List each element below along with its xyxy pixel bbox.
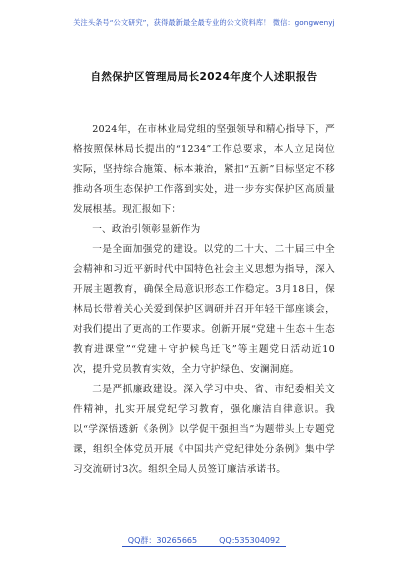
footer-contact (0, 535, 408, 546)
intro-paragraph: 2024年，在市林业局党组的坚强领导和精心指导下，严格按照保林局长提出的“1234”工作总要求，本人立足岗位实际，坚持综合施策、标本兼治，紧扣“五新”目标坚定不移推动各项生态保护工作落到实处，进一步夯实保护区高质量发展根基。现汇报如下： (73, 124, 335, 215)
section-heading: 一、政治引领彰显新作为 (92, 224, 201, 235)
header-banner: 关注头条号“公文研究”，获得最新最全最专业的公文资料库！ 微信：gongwenyj (73, 18, 335, 27)
qq-number-text: QQ:535304092 (219, 536, 281, 545)
document-title: 自然保护区管理局局长2024年度个人述职报告 (90, 71, 318, 83)
qq-group-text: QQ群：30265665 (127, 536, 198, 545)
document-body (73, 120, 335, 480)
footer-underline (122, 546, 286, 547)
paragraph-integrity: 二是严抓廉政建设。深入学习中央、省、市纪委相关文件精神，扎实开展党纪学习教育，强化廉洁自律意识。我以“学深悟透新《条例》以学促干强担当”为题带头上专题党课，组织全体党员开展《中国共产党纪律处分条例》集中学习交流研讨3次。组织全局人员签订廉洁承诺书。 (73, 384, 335, 475)
paragraph-party-building: 一是全面加强党的建设。以党的二十大、二十届三中全会精神和习近平新时代中国特色社会主义思想为指导，深入开展主题教育，确保全局意识形态工作稳定。3月18日，保林局长带着关心关爱到保护区调研并召开年轻干部座谈会，对我们提出了更高的工作要求。创新开展“党建＋生态＋生态教育进课堂”“党建＋守护候鸟迁飞”等主题党日活动近10次，提升党员教育实效，全力守护绿色、安澜洞庭。 (73, 244, 335, 375)
